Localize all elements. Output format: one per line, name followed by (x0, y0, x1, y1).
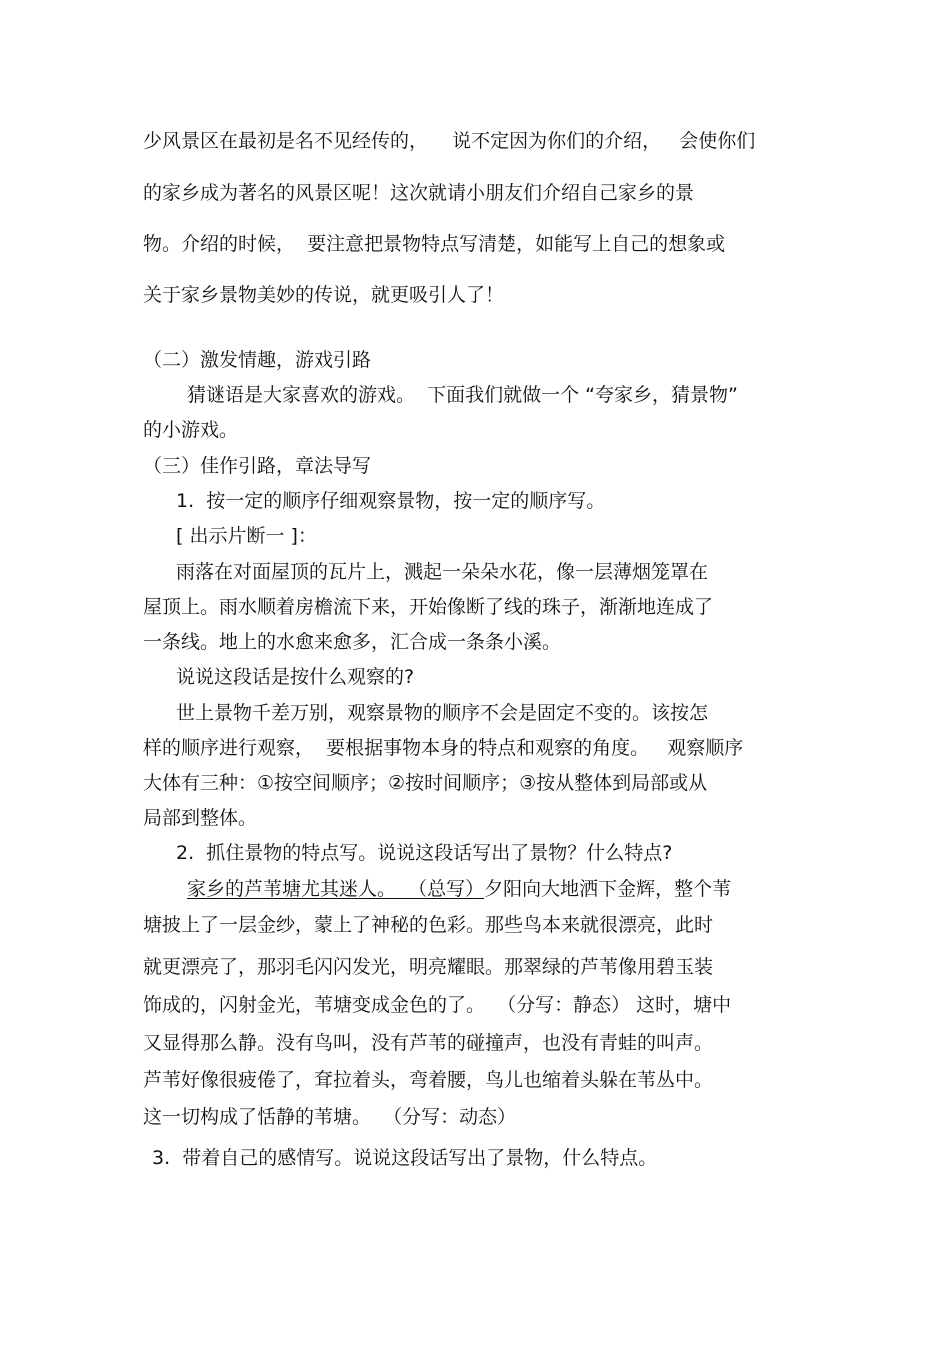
excerpt-2-line-5: 又显得那么静。没有鸟叫，没有芦苇的碰撞声，也没有青蛙的叫声。 (143, 1032, 714, 1054)
excerpt-2-line-2: 塘披上了一层金纱，蒙上了神秘的色彩。那些鸟本来就很漂亮，此时 (143, 914, 714, 936)
explain-line-4: 局部到整体。 (143, 807, 258, 829)
excerpt-2-line-6: 芦苇好像很疲倦了，耷拉着头，弯着腰，鸟儿也缩着头躲在苇丛中。 (143, 1069, 714, 1091)
section-3-heading: （三）佳作引路，章法导写 (143, 455, 372, 477)
item-1: 1. 按一定的顺序仔细观察景物，按一定的顺序写。 (176, 490, 606, 512)
excerpt-1-line-1: 雨落在对面屋顶的瓦片上，溅起一朵朵水花，像一层薄烟笼罩在 (176, 561, 709, 583)
intro-line-4: 关于家乡景物美妙的传说，就更吸引人了！ (143, 284, 505, 306)
item-2: 2. 抓住景物的特点写。说说这段话写出了景物？什么特点? (176, 842, 673, 864)
excerpt-2-summary-underlined: 家乡的芦苇塘尤其迷人。 （总写） (187, 878, 485, 900)
explain-line-3: 大体有三种：①按空间顺序；②按时间顺序；③按从整体到局部或从 (143, 772, 708, 794)
explain-line-2: 样的顺序进行观察， 要根据事物本身的特点和观察的角度。 观察顺序 (143, 737, 744, 759)
item-3: 3. 带着自己的感情写。说说这段话写出了景物，什么特点。 (152, 1147, 658, 1169)
section-2-heading: （二）激发情趣，游戏引路 (143, 349, 372, 371)
question-1: 说说这段话是按什么观察的? (176, 666, 415, 688)
excerpt-1-line-3: 一条线。地上的水愈来愈多，汇合成一条条小溪。 (143, 631, 562, 653)
excerpt-2-line-4: 饰成的，闪射金光，苇塘变成金色的了。 （分写：静态） 这时，塘中 (143, 994, 732, 1016)
excerpt-2-line-1 (187, 877, 731, 901)
intro-line-3: 物。介绍的时候， 要注意把景物特点写清楚，如能写上自己的想象或 (143, 233, 726, 255)
excerpt-2-line-7: 这一切构成了恬静的苇塘。 （分写：动态） (143, 1106, 517, 1128)
excerpt-1-line-2: 屋顶上。雨水顺着房檐流下来，开始像断了线的珠子，渐渐地连成了 (143, 596, 714, 618)
excerpt-2-line-3: 就更漂亮了，那羽毛闪闪发光，明亮耀眼。那翠绿的芦苇像用碧玉装 (143, 956, 714, 978)
section-2-line-2: 的小游戏。 (143, 419, 239, 441)
fragment-label: [ 出示片断一 ]： (176, 525, 317, 547)
intro-line-1: 少风景区在最初是名不见经传的， 说不定因为你们的介绍， 会使你们 (143, 130, 756, 152)
explain-line-1: 世上景物千差万别，观察景物的顺序不会是固定不变的。该按怎 (176, 702, 709, 724)
section-2-line-1: 猜谜语是大家喜欢的游戏。 下面我们就做一个 “夸家乡，猜景物” (187, 384, 738, 406)
intro-line-2: 的家乡成为著名的风景区呢！这次就请小朋友们介绍自己家乡的景 (143, 182, 695, 204)
excerpt-2-line-1-rest: 夕阳向大地洒下金辉，整个苇 (484, 878, 732, 900)
